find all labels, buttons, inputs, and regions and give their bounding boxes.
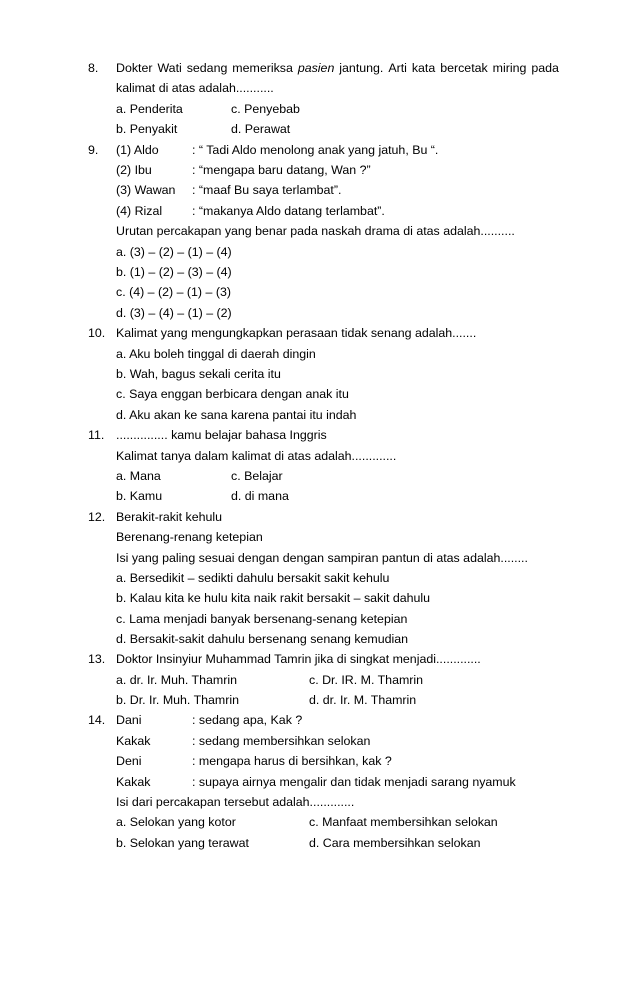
question-number: 10.: [88, 326, 106, 340]
option-b: b. Kalau kita ke hulu kita naik rakit bersakit – sakit dahulu: [116, 591, 431, 605]
option-b: b. Penyakit: [116, 122, 178, 136]
option-a: a. Mana: [116, 469, 161, 483]
word: memeriksa: [232, 61, 293, 75]
option-c: c. Belajar: [231, 469, 283, 483]
pantun-line: Berakit-rakit kehulu: [116, 510, 223, 524]
dialog-speaker: (1) Aldo: [116, 143, 159, 157]
dialog-speaker: Kakak: [116, 775, 151, 789]
option-c: c. Dr. IR. M. Thamrin: [309, 673, 424, 687]
word: Wati: [157, 61, 182, 75]
word: Arti: [388, 61, 407, 75]
option-d: d. (3) – (4) – (1) – (2): [116, 306, 232, 320]
option-d: d. Cara membersihkan selokan: [309, 836, 481, 850]
question-text-line: Urutan percakapan yang benar pada naskah drama di atas adalah..........: [116, 224, 515, 238]
dialog-line: : sedang apa, Kak ?: [192, 713, 303, 727]
dialog-line: : supaya airnya mengalir dan tidak menjadi sarang nyamuk: [192, 775, 516, 789]
option-d: d. di mana: [231, 489, 289, 503]
question-text-line: Doktor Insinyiur Muhammad Tamrin jika di singkat menjadi.............: [116, 652, 481, 666]
dialog-speaker: (4) Rizal: [116, 204, 163, 218]
word: jantung.: [339, 61, 384, 75]
pantun-line: Berenang-renang ketepian: [116, 530, 263, 544]
option-b: b. Dr. Ir. Muh. Thamrin: [116, 693, 240, 707]
question-number: 14.: [88, 713, 106, 727]
dialog-speaker: (3) Wawan: [116, 183, 176, 197]
question-text-line: Kalimat yang mengungkapkan perasaan tidak senang adalah.......: [116, 326, 477, 340]
dialog-speaker: Deni: [116, 754, 142, 768]
word: sedang: [186, 61, 228, 75]
dialog-speaker: (2) Ibu: [116, 163, 152, 177]
option-d: d. Aku akan ke sana karena pantai itu indah: [116, 408, 357, 422]
question-text-line: [116, 61, 559, 76]
option-d: d. dr. Ir. M. Thamrin: [309, 693, 417, 707]
option-c: c. Penyebab: [231, 102, 300, 116]
question-number: 11.: [88, 428, 105, 442]
option-a: a. dr. Ir. Muh. Thamrin: [116, 673, 237, 687]
option-c: c. Lama menjadi banyak bersenang-senang ketepian: [116, 612, 408, 626]
dialog-line: : “makanya Aldo datang terlambat”.: [192, 204, 385, 218]
option-b: b. (1) – (2) – (3) – (4): [116, 265, 232, 279]
option-a: a. Aku boleh tinggal di daerah dingin: [116, 347, 316, 361]
dialog-line: : sedang membersihkan selokan: [192, 734, 371, 748]
question-text-line: kalimat di atas adalah...........: [116, 81, 274, 95]
question-number: 9.: [88, 143, 99, 157]
option-a: a. Selokan yang kotor: [116, 815, 236, 829]
dialog-speaker: Kakak: [116, 734, 151, 748]
word: kata: [411, 61, 436, 75]
word: Dokter: [116, 61, 153, 75]
option-b: b. Kamu: [116, 489, 163, 503]
option-a: a. Bersedikit – sedikti dahulu bersakit sakit kehulu: [116, 571, 390, 585]
option-d: d. Perawat: [231, 122, 291, 136]
option-c: c. (4) – (2) – (1) – (3): [116, 285, 231, 299]
italic-word: pasien: [297, 61, 335, 75]
option-a: a. (3) – (2) – (1) – (4): [116, 245, 232, 259]
question-number: 13.: [88, 652, 106, 666]
option-a: a. Penderita: [116, 102, 183, 116]
question-number: 12.: [88, 510, 106, 524]
question-number: 8.: [88, 61, 99, 75]
word: pada: [531, 61, 559, 75]
dialog-line: : mengapa harus di bersihkan, kak ?: [192, 754, 392, 768]
question-text-line: Kalimat tanya dalam kalimat di atas adalah.............: [116, 449, 397, 463]
word: bercetak: [440, 61, 488, 75]
dialog-line: : “ Tadi Aldo menolong anak yang jatuh, Bu “.: [192, 143, 439, 157]
option-b: b. Wah, bagus sekali cerita itu: [116, 367, 281, 381]
word: miring: [492, 61, 527, 75]
question-text-line: Isi dari percakapan tersebut adalah.............: [116, 795, 355, 809]
dialog-line: : “maaf Bu saya terlambat”.: [192, 183, 342, 197]
option-d: d. Bersakit-sakit dahulu bersenang senang kemudian: [116, 632, 409, 646]
question-text-line: ............... kamu belajar bahasa Inggris: [116, 428, 327, 442]
option-b: b. Selokan yang terawat: [116, 836, 249, 850]
option-c: c. Manfaat membersihkan selokan: [309, 815, 498, 829]
option-c: c. Saya enggan berbicara dengan anak itu: [116, 387, 349, 401]
dialog-line: : “mengapa baru datang, Wan ?”: [192, 163, 371, 177]
question-text-line: Isi yang paling sesuai dengan dengan sampiran pantun di atas adalah........: [116, 551, 528, 565]
dialog-speaker: Dani: [116, 713, 142, 727]
